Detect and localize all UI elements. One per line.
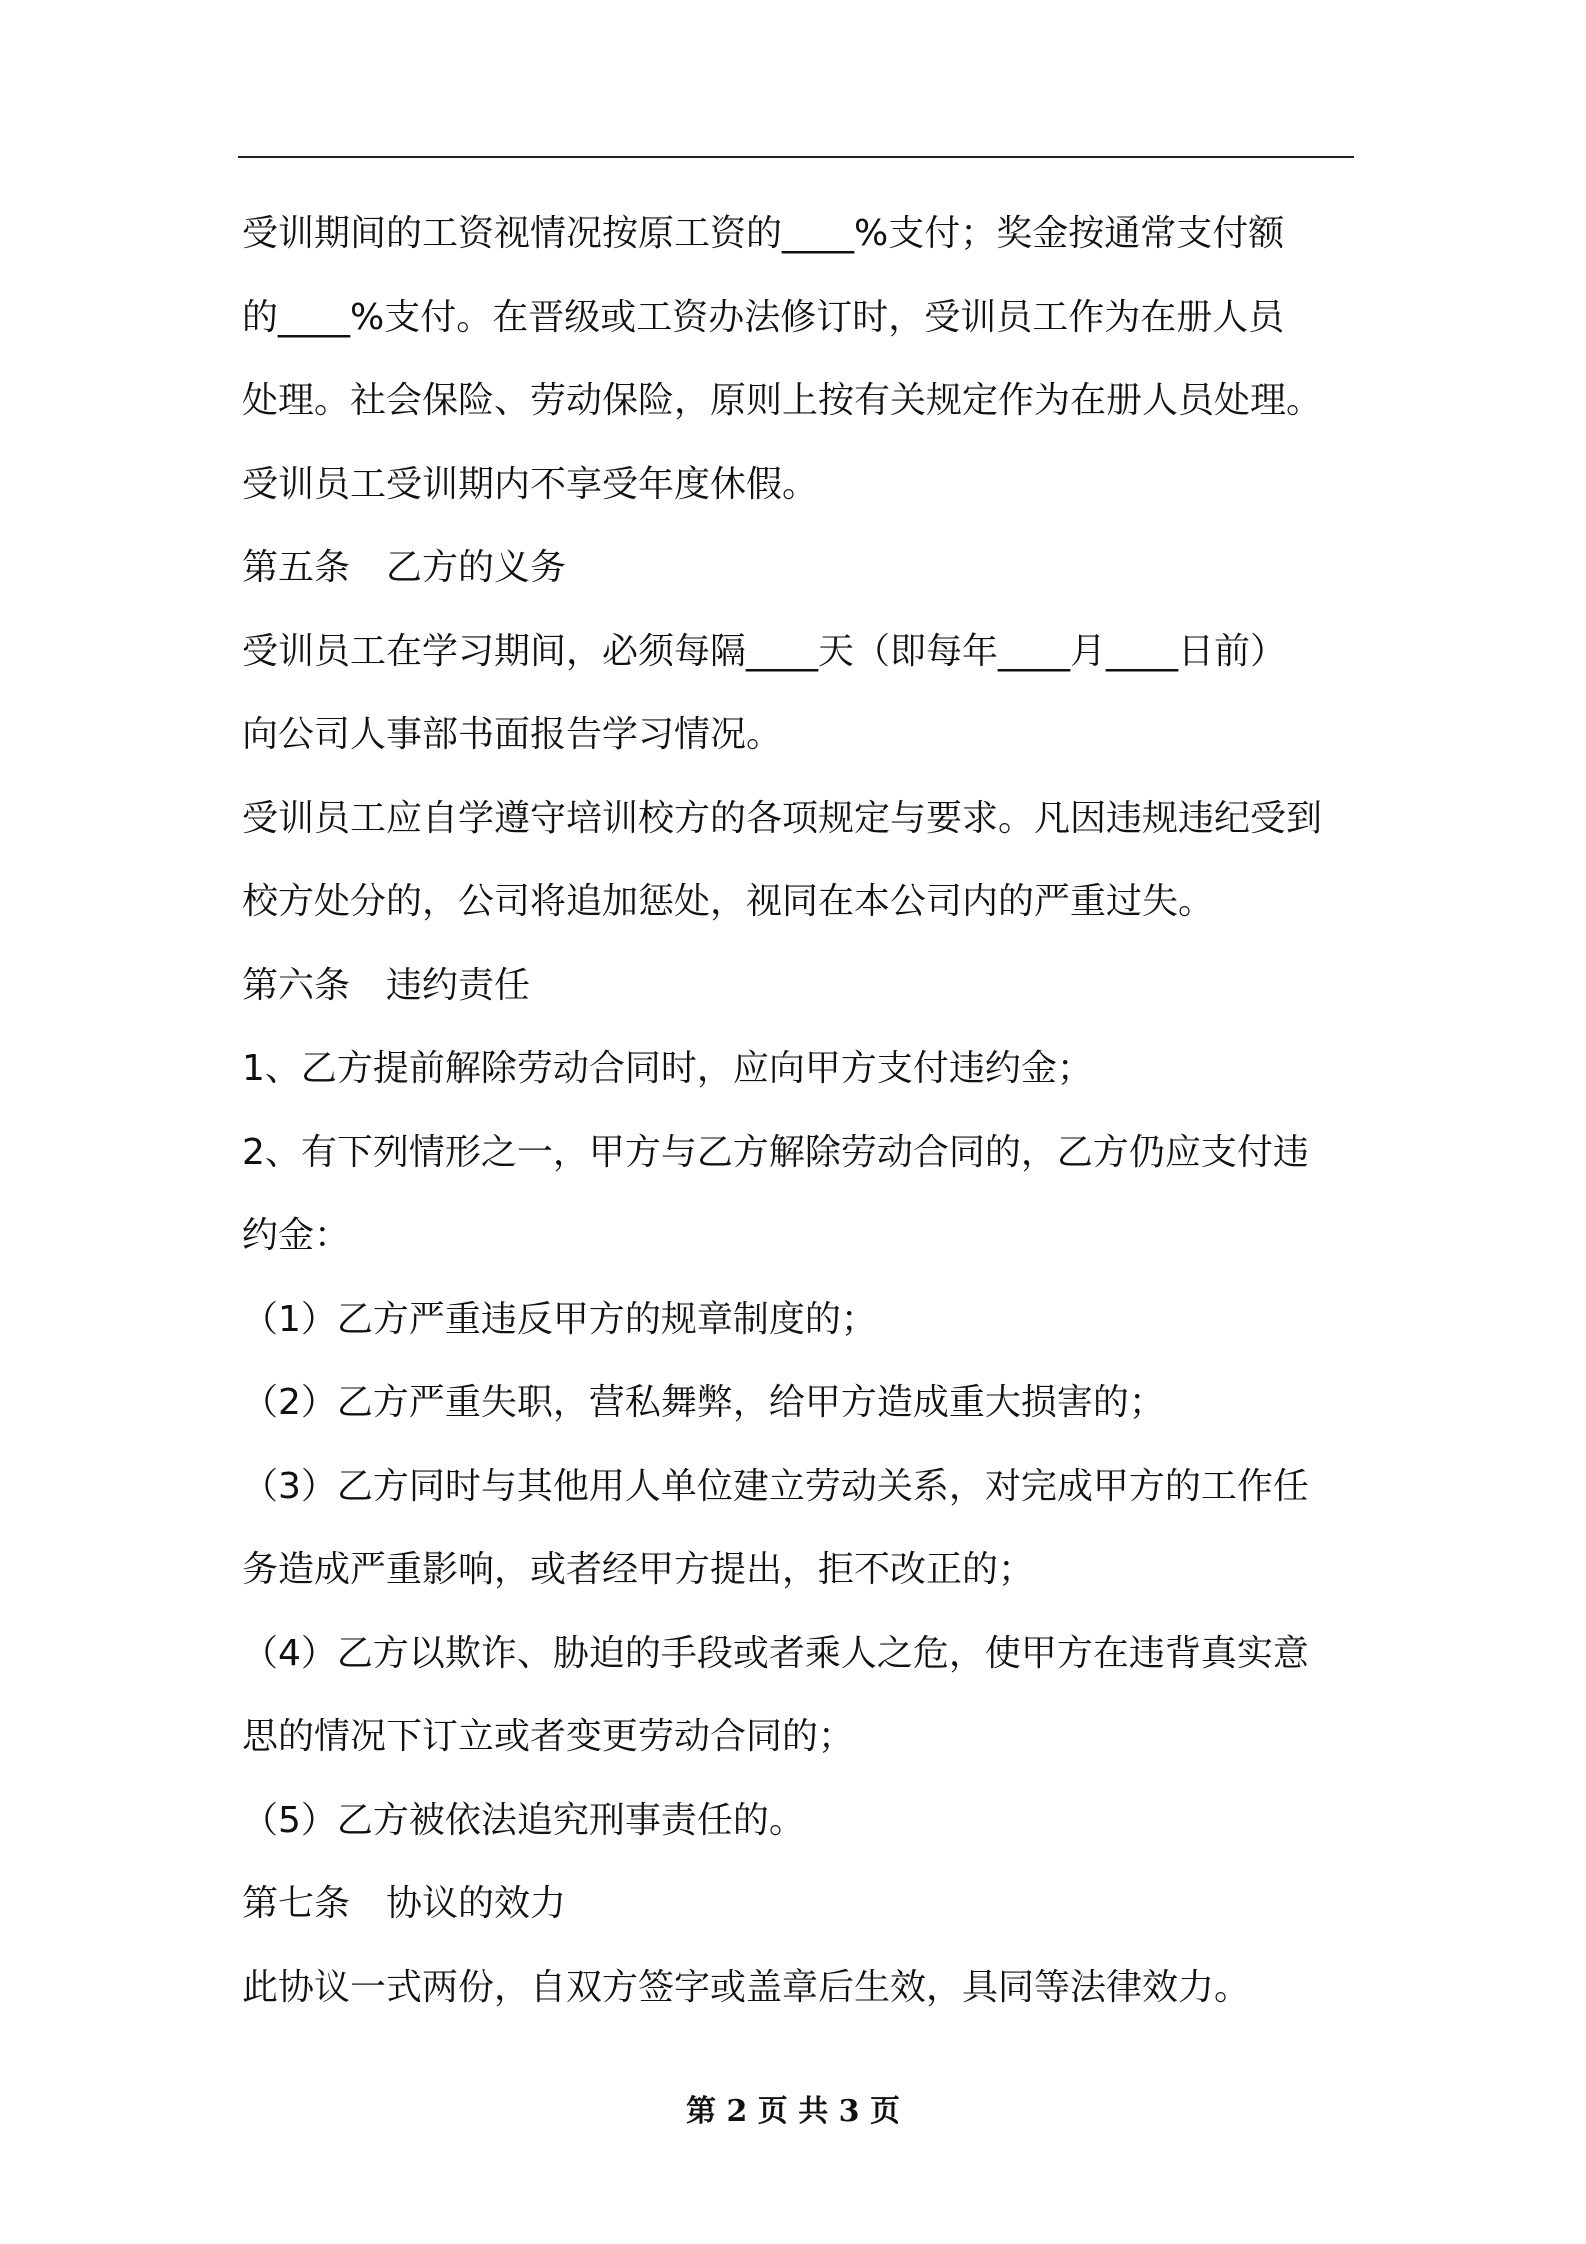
list-item: 2、有下列情形之一，甲方与乙方解除劳动合同的，乙方仍应支付违 bbox=[242, 1131, 1309, 1173]
paragraph-line: 受训期间的工资视情况按原工资的____%支付；奖金按通常支付额 bbox=[242, 213, 1285, 254]
section-heading-article-5: 第五条 乙方的义务 bbox=[242, 547, 567, 588]
document-body bbox=[242, 192, 1354, 2029]
paragraph-line: 受训员工受训期内不享受年度休假。 bbox=[242, 463, 819, 505]
paragraph-line: 向公司人事部书面报告学习情况。 bbox=[242, 714, 783, 755]
list-item-continuation: 约金： bbox=[242, 1215, 351, 1256]
sub-list-item: （4）乙方以欺诈、胁迫的手段或者乘人之危，使甲方在违背真实意 bbox=[242, 1632, 1309, 1674]
paragraph-line: 此协议一式两份，自双方签字或盖章后生效，具同等法律效力。 bbox=[242, 1966, 1251, 2008]
list-item: 1、乙方提前解除劳动合同时，应向甲方支付违约金； bbox=[242, 1048, 1093, 1089]
paragraph-line: 的____%支付。在晋级或工资办法修订时，受训员工作为在册人员 bbox=[242, 296, 1285, 338]
paragraph-line: 校方处分的，公司将追加惩处，视同在本公司内的严重过失。 bbox=[242, 881, 1215, 922]
sub-list-item-continuation: 务造成严重影响，或者经甲方提出，拒不改正的； bbox=[242, 1549, 1035, 1590]
paragraph-line: 处理。社会保险、劳动保险，原则上按有关规定作为在册人员处理。 bbox=[242, 380, 1323, 421]
page-number-footer: 第 2 页 共 3 页 bbox=[686, 2094, 900, 2129]
section-heading-article-7: 第七条 协议的效力 bbox=[242, 1883, 567, 1924]
sub-list-item: （5）乙方被依法追究刑事责任的。 bbox=[242, 1799, 805, 1841]
paragraph-line: 受训员工在学习期间，必须每隔____天（即每年____月____日前） bbox=[242, 630, 1287, 672]
sub-list-item: （1）乙方严重违反甲方的规章制度的； bbox=[242, 1298, 877, 1340]
sub-list-item-continuation: 思的情况下订立或者变更劳动合同的； bbox=[242, 1716, 855, 1757]
header-rule bbox=[238, 156, 1354, 158]
section-heading-article-6: 第六条 违约责任 bbox=[242, 964, 531, 1006]
sub-list-item: （2）乙方严重失职，营私舞弊，给甲方造成重大损害的； bbox=[242, 1382, 1165, 1423]
paragraph-line: 受训员工应自学遵守培训校方的各项规定与要求。凡因违规违纪受到 bbox=[242, 797, 1323, 839]
sub-list-item: （3）乙方同时与其他用人单位建立劳动关系，对完成甲方的工作任 bbox=[242, 1465, 1309, 1507]
